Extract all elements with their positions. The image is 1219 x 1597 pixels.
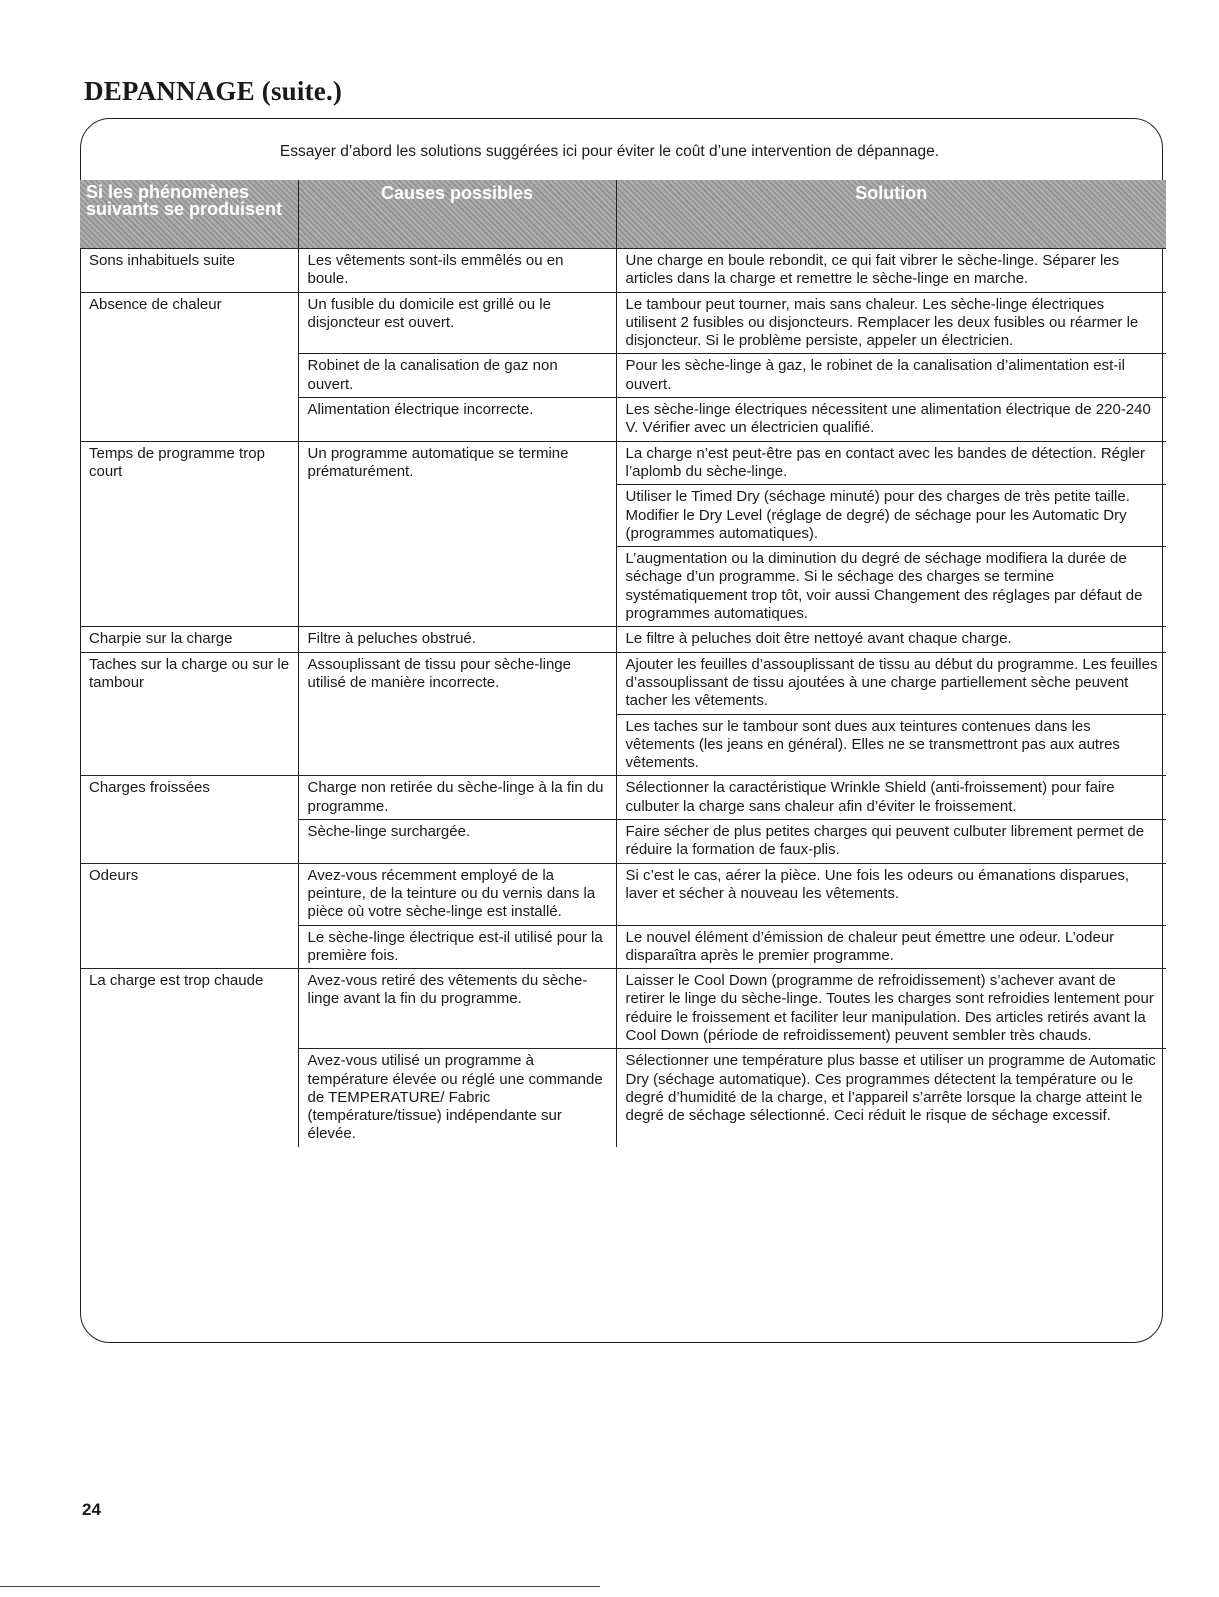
solution-cell: Une charge en boule rebondit, ce qui fait vibrer le sèche-linge. Séparer les articles dans la charge et remettre le sèche-linge en marche. (616, 249, 1166, 293)
symptom-cell: Sons inhabituels suite (80, 249, 298, 293)
table-row (80, 776, 1166, 820)
intro-text: Essayer d’abord les solutions suggérées ici pour éviter le coût d’une intervention de dépannage. (279, 143, 940, 160)
cause-cell: Assouplissant de tissu pour sèche-linge utilisé de manière incorrecte. (298, 652, 616, 776)
table-row (80, 627, 1166, 652)
solution-cell: Le nouvel élément d’émission de chaleur peut émettre une odeur. L’odeur disparaîtra après le premier programme. (616, 925, 1166, 969)
cause-cell: Charge non retirée du sèche-linge à la fin du programme. (298, 776, 616, 820)
symptom-cell: Absence de chaleur (80, 292, 298, 441)
page-title: DEPANNAGE (suite.) (84, 76, 343, 106)
solution-cell: Laisser le Cool Down (programme de refroidissement) s’achever avant de retirer le linge du sèche-linge. Toutes les charges sont refroidies lentement pour réduire le froissement et faciliter leur manipulation. Des articles retirés avant la Cool Down (période de refroidissement) peuvent sembler très chauds. (616, 969, 1166, 1049)
symptom-cell: Charpie sur la charge (80, 627, 298, 652)
header-causes: Causes possibles (298, 180, 616, 249)
header-symptoms: Si les phénomènes suivants se produisent (80, 180, 298, 249)
symptom-cell: Temps de programme trop court (80, 441, 298, 627)
table-row (80, 969, 1166, 1049)
troubleshooting-table (80, 180, 1166, 1147)
solution-cell: L’augmentation ou la diminution du degré de séchage modifiera la durée de séchage d’un programme. Si le séchage des charges se termine systématiquement trop tôt, voir aussi Changement des réglages par défaut de programmes automatiques. (616, 547, 1166, 627)
solution-cell: Sélectionner la caractéristique Wrinkle Shield (anti-froissement) pour faire culbuter la charge sans chaleur afin d’éviter le froissement. (616, 776, 1166, 820)
symptom-cell: Taches sur la charge ou sur le tambour (80, 652, 298, 776)
table-row (80, 441, 1166, 485)
table-row (80, 863, 1166, 925)
cause-cell: Avez-vous retiré des vêtements du sèche-linge avant la fin du programme. (298, 969, 616, 1049)
symptom-cell: Odeurs (80, 863, 298, 968)
symptom-cell: La charge est trop chaude (80, 969, 298, 1147)
table-row (80, 249, 1166, 293)
symptom-cell: Charges froissées (80, 776, 298, 863)
cause-cell: Filtre à peluches obstrué. (298, 627, 616, 652)
troubleshooting-table-wrapper (80, 180, 1166, 1147)
solution-cell: Le filtre à peluches doit être nettoyé avant chaque charge. (616, 627, 1166, 652)
cause-cell: Les vêtements sont-ils emmêlés ou en boule. (298, 249, 616, 293)
header-solution: Solution (616, 180, 1166, 249)
solution-cell: Le tambour peut tourner, mais sans chaleur. Les sèche-linge électriques utilisent 2 fusibles ou disjoncteurs. Remplacer les deux fusibles ou réarmer le disjoncteur. Si le problème persiste, appeler un électricien. (616, 292, 1166, 354)
solution-cell: Faire sécher de plus petites charges qui peuvent culbuter librement permet de réduire la formation de faux-plis. (616, 820, 1166, 864)
solution-cell: Pour les sèche-linge à gaz, le robinet de la canalisation d’alimentation est-il ouvert. (616, 354, 1166, 398)
table-body (80, 249, 1166, 1147)
solution-cell: Sélectionner une température plus basse et utiliser un programme de Automatic Dry (séchage automatique). Ces programmes détectent la température ou le degré d’humidité de la charge, et l’appareil s’arrête lorsque la charge atteint le degré de séchage sélectionné. Ceci réduit le risque de séchage excessif. (616, 1049, 1166, 1147)
cause-cell: Un fusible du domicile est grillé ou le disjoncteur est ouvert. (298, 292, 616, 354)
solution-cell: Les sèche-linge électriques nécessitent une alimentation électrique de 220-240 V. Vérifier avec un électricien qualifié. (616, 398, 1166, 442)
solution-cell: Les taches sur le tambour sont dues aux teintures contenues dans les vêtements (les jeans en général). Elles ne se transmettront pas aux autres vêtements. (616, 714, 1166, 776)
cause-cell: Sèche-linge surchargée. (298, 820, 616, 864)
solution-cell: Utiliser le Timed Dry (séchage minuté) pour des charges de très petite taille. Modifier le Dry Level (réglage de degré) de séchage pour les Automatic Dry (programmes automatiques). (616, 485, 1166, 547)
solution-cell: Si c’est le cas, aérer la pièce. Une fois les odeurs ou émanations disparues, laver et sécher à nouveau les vêtements. (616, 863, 1166, 925)
bottom-rule (0, 1586, 600, 1587)
cause-cell: Alimentation électrique incorrecte. (298, 398, 616, 442)
table-row (80, 292, 1166, 354)
cause-cell: Robinet de la canalisation de gaz non ouvert. (298, 354, 616, 398)
solution-cell: La charge n’est peut-être pas en contact avec les bandes de détection. Régler l’aplomb du sèche-linge. (616, 441, 1166, 485)
table-header-row (80, 180, 1166, 249)
cause-cell: Un programme automatique se termine prématurément. (298, 441, 616, 627)
table-row (80, 652, 1166, 714)
page-number: 24 (82, 1500, 101, 1519)
solution-cell: Ajouter les feuilles d’assouplissant de tissu au début du programme. Les feuilles d’assouplissant de tissu ajoutées à une charge partiellement sèche peuvent tacher les vêtements. (616, 652, 1166, 714)
cause-cell: Avez-vous récemment employé de la peinture, de la teinture ou du vernis dans la pièce où votre sèche-linge est installé. (298, 863, 616, 925)
cause-cell: Le sèche-linge électrique est-il utilisé pour la première fois. (298, 925, 616, 969)
cause-cell: Avez-vous utilisé un programme à température élevée ou réglé une commande de TEMPERATURE/ Fabric (température/tissue) indépendante sur élevée. (298, 1049, 616, 1147)
